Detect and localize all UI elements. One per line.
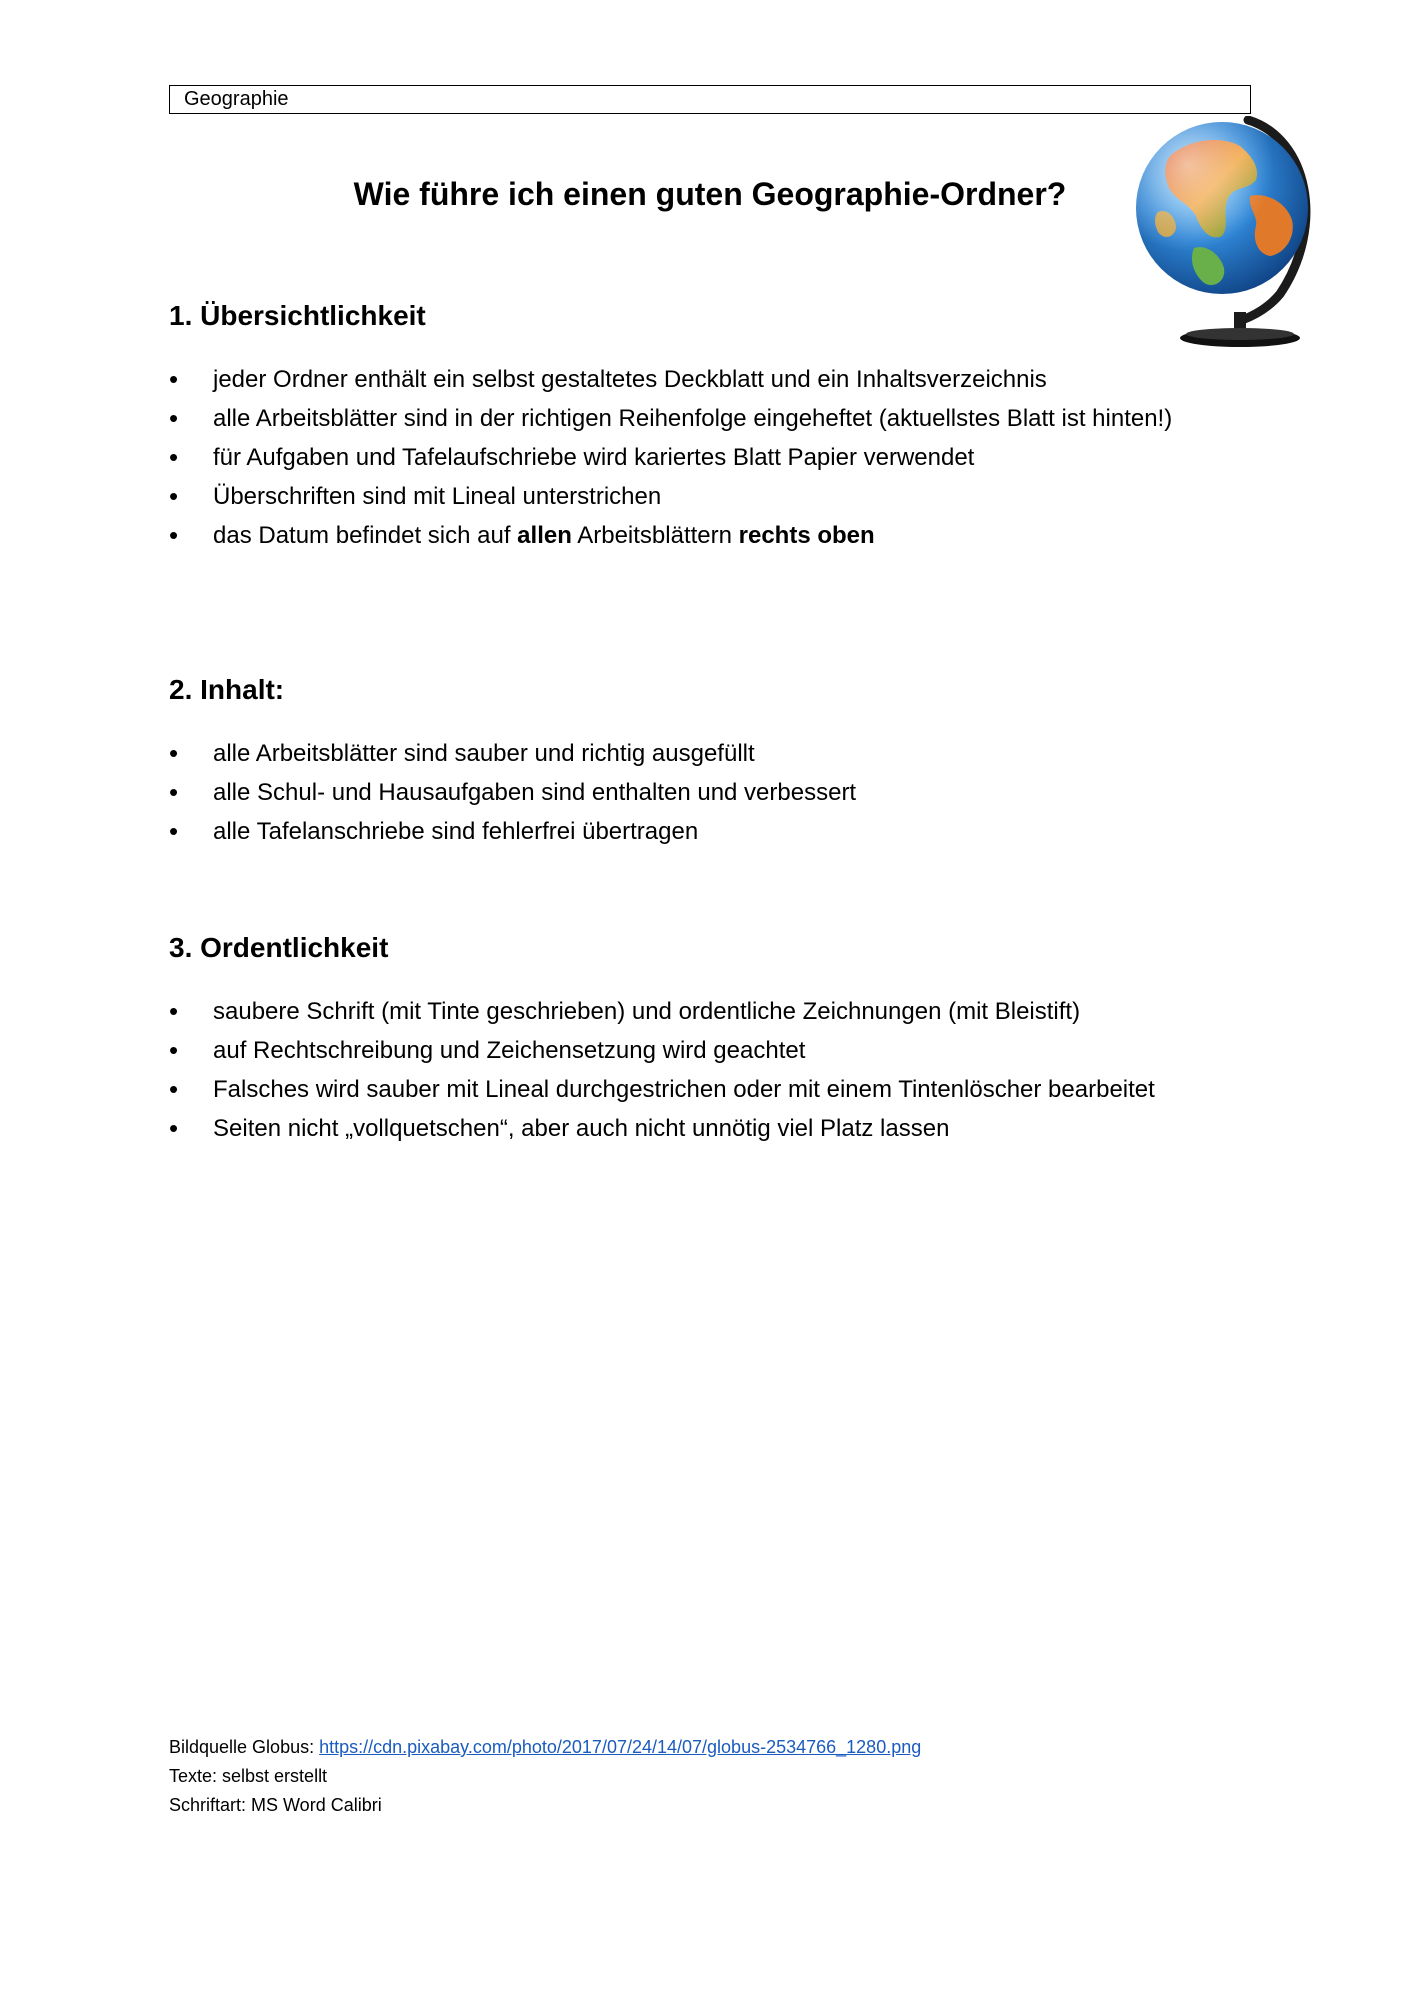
image-source-line (169, 1733, 921, 1762)
section-heading-inhalt: 2. Inhalt: (169, 674, 285, 705)
subject-header (169, 85, 1251, 114)
bullet-list-uebersichtlichkeit (169, 360, 1289, 555)
list-item-text: das Datum befindet sich auf (213, 522, 518, 549)
page-title: Wie führe ich einen guten Geographie-Ordner? (353, 176, 1067, 212)
section-heading-ordentlichkeit: 3. Ordentlichkeit (169, 932, 389, 963)
list-item: • auf Rechtschreibung und Zeichensetzung wird geachtet (169, 1031, 1289, 1070)
list-item-emphasis: rechts oben (738, 522, 875, 549)
footer (169, 1733, 921, 1820)
list-item: • alle Arbeitsblätter sind sauber und richtig ausgefüllt (169, 734, 1289, 773)
list-item-text: Arbeitsblättern (571, 522, 739, 549)
globe-icon (1130, 116, 1330, 352)
list-item: • für Aufgaben und Tafelaufschriebe wird kariertes Blatt Papier verwendet (169, 438, 1289, 477)
image-source-label: Bildquelle Globus: (169, 1737, 320, 1757)
list-item: • Falsches wird sauber mit Lineal durchgestrichen oder mit einem Tintenlöscher bearbeitet (169, 1070, 1289, 1109)
list-item (169, 516, 1289, 555)
bullet-list-inhalt (169, 734, 1289, 851)
section-heading-uebersichtlichkeit: 1. Übersichtlichkeit (169, 300, 426, 331)
list-item: • Seiten nicht „vollquetschen“, aber auch nicht unnötig viel Platz lassen (169, 1109, 1289, 1148)
subject-label: Geographie (184, 88, 289, 110)
image-source-link[interactable]: https://cdn.pixabay.com/photo/2017/07/24/14/07/globus-2534766_1280.png (319, 1737, 922, 1757)
list-item: • alle Schul- und Hausaufgaben sind enthalten und verbessert (169, 773, 1289, 812)
list-item-emphasis: allen (517, 522, 572, 549)
bullet-list-ordentlichkeit (169, 992, 1289, 1148)
font-credit: Schriftart: MS Word Calibri (169, 1795, 382, 1815)
list-item: • alle Arbeitsblätter sind in der richtigen Reihenfolge eingeheftet (aktuellstes Blatt ist hinten!) (169, 399, 1289, 438)
texts-credit: Texte: selbst erstellt (169, 1766, 328, 1786)
list-item: • alle Tafelanschriebe sind fehlerfrei übertragen (169, 812, 1289, 851)
list-item: • saubere Schrift (mit Tinte geschrieben) und ordentliche Zeichnungen (mit Bleistift) (169, 992, 1289, 1031)
list-item: • jeder Ordner enthält ein selbst gestaltetes Deckblatt und ein Inhaltsverzeichnis (169, 360, 1289, 399)
list-item: • Überschriften sind mit Lineal unterstrichen (169, 477, 1289, 516)
